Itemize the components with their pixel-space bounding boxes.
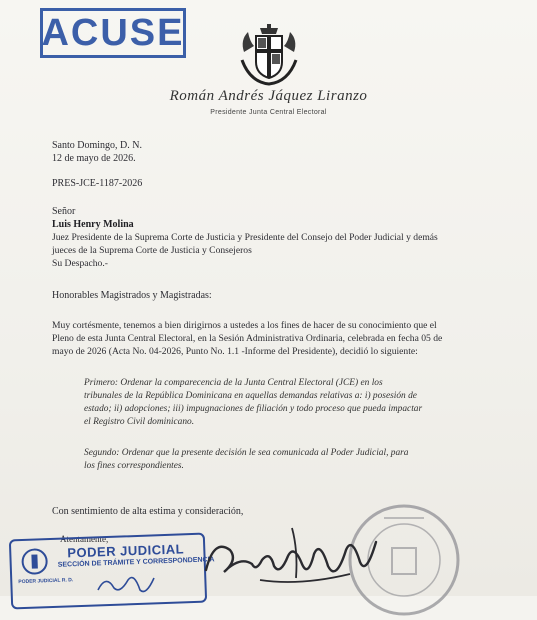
initials-signature (94, 572, 164, 596)
stamp-small-text: PODER JUDICIAL R. D. (18, 577, 74, 586)
resolution-2-line1: Segundo: Ordenar que la presente decisión le sea comunicada al Poder Judicial, para (84, 448, 409, 458)
stamp-title: PODER JUDICIAL (67, 541, 185, 561)
sender-name: Román Andrés Jáquez Liranzo (169, 88, 368, 104)
resolution-2-line2: los fines correspondientes. (84, 461, 184, 471)
body-line2: Pleno de esta Junta Central Electoral, en la Sesión Administrativa Ordinaria, celebrada en fecha 05 de (52, 333, 443, 344)
stamp-subtitle: SECCIÓN DE TRÁMITE Y CORRESPONDENCIA (57, 556, 215, 569)
resolution-1-line3: estado; ii) adopciones; iii) impugnaciones de filiación y todo proceso que pueda impactar (84, 404, 423, 414)
greeting: Honorables Magistrados y Magistradas: (52, 290, 212, 301)
salutation-prefix: Señor (52, 206, 76, 217)
recipient-title-line2: jueces de la Suprema Corte de Justicia y Consejeros (52, 245, 252, 256)
coat-of-arms-icon (236, 22, 302, 88)
recipient-name: Luis Henry Molina (52, 219, 134, 230)
acuse-label: ACUSE (41, 11, 185, 54)
resolution-1-line4: el Registro Civil dominicano. (84, 417, 195, 427)
letter-date: 12 de mayo de 2026. (52, 153, 136, 164)
resolution-1-line2: tribunales de la República Dominicana en aquellas demandas relativas a: i) posesión de (84, 391, 417, 401)
recipient-title-line1: Juez Presidente de la Suprema Corte de Justicia y Presidente del Consejo del Poder Judicial y demás (52, 232, 438, 243)
sender-title: Presidente Junta Central Electoral (210, 109, 327, 116)
closing: Con sentimiento de alta estima y consideración, (52, 506, 244, 517)
letter-reference: PRES-JCE-1187-2026 (52, 178, 143, 189)
body-line1: Muy cortésmente, tenemos a bien dirigirnos a ustedes a los fines de hacer de su conocimiento que el (52, 320, 437, 331)
letter-place: Santo Domingo, D. N. (52, 140, 142, 151)
body-line3: mayo de 2026 (Acta No. 04-2026, Punto No. 1.1 -Informe del Presidente), decidió lo siguiente: (52, 346, 418, 357)
handwritten-signature (200, 520, 380, 596)
received-stamp (9, 533, 215, 610)
acuse-stamp (40, 8, 186, 58)
recipient-office: Su Despacho.- (52, 258, 108, 269)
stamp-emblem-icon (21, 548, 48, 575)
resolution-1-line1: Primero: Ordenar la comparecencia de la Junta Central Electoral (JCE) en los (84, 378, 383, 388)
farewell: Atentamente, (60, 534, 109, 544)
